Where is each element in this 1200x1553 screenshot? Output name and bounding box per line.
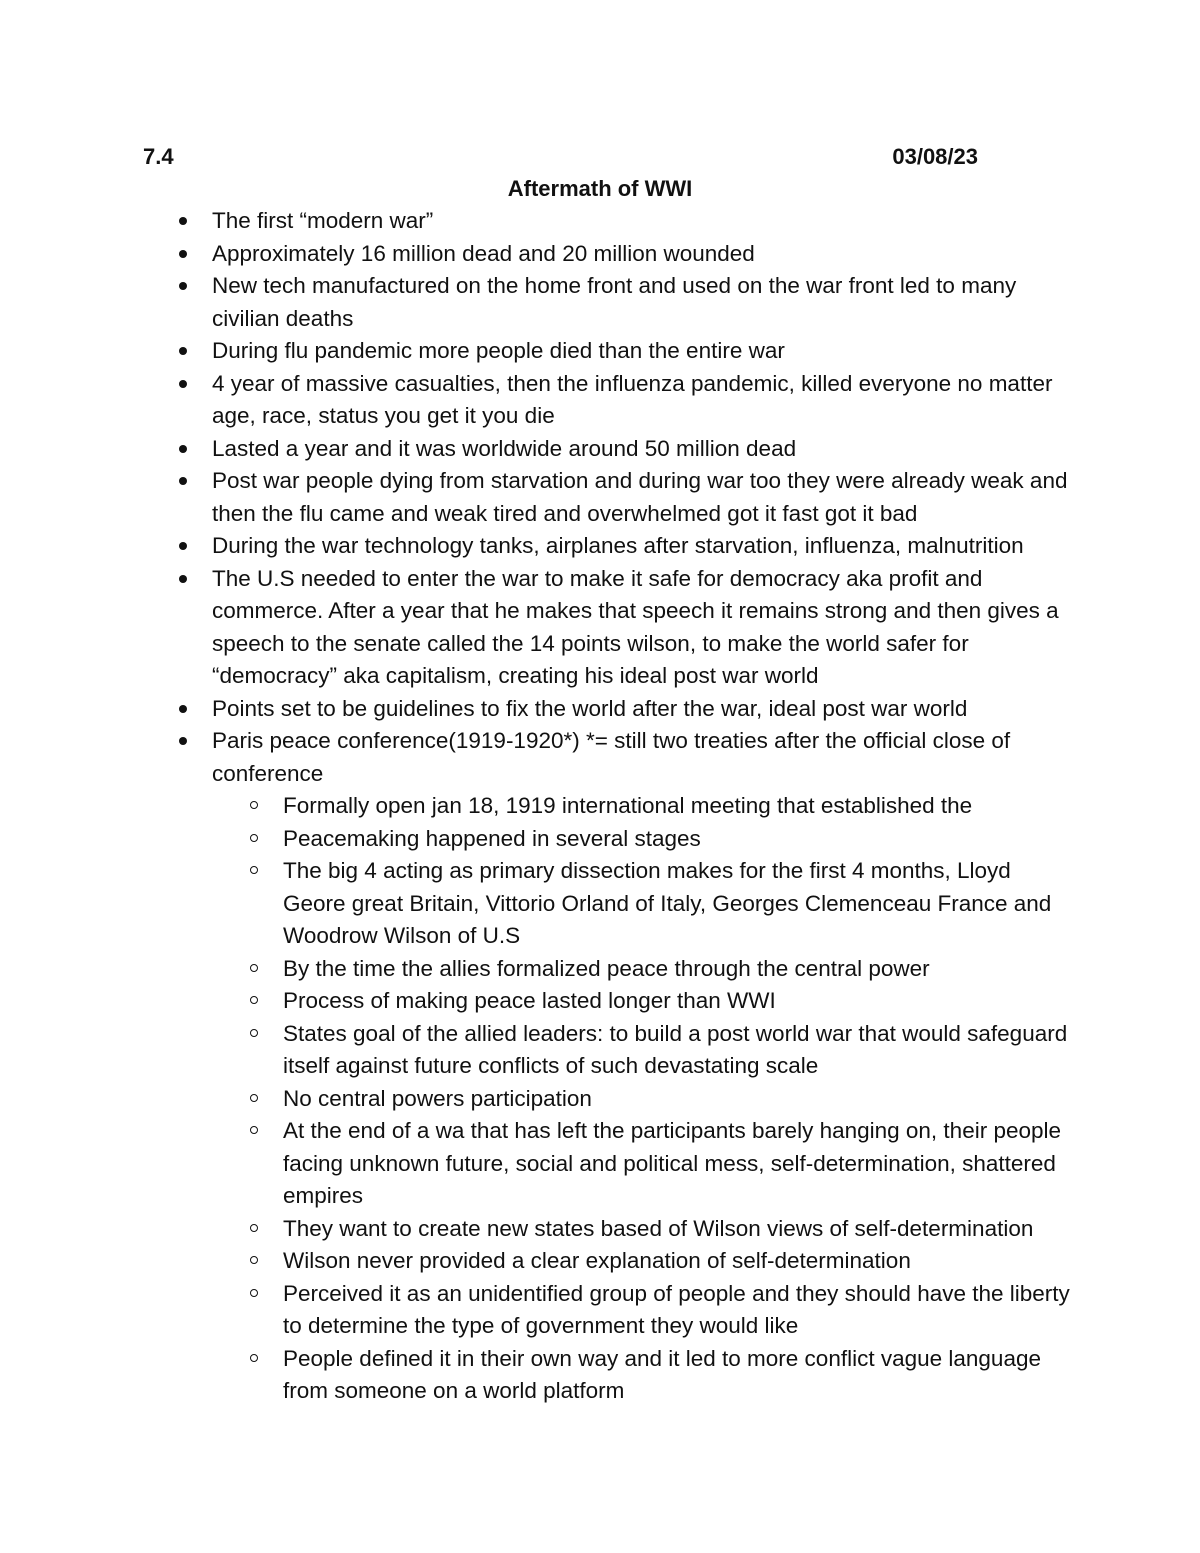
hollow-bullet-icon [250,1256,258,1264]
page-header [143,141,978,173]
hollow-bullet-icon [250,1029,258,1037]
sub-bullet-item [283,1278,1072,1343]
bullet-text: The first “modern war” [212,208,434,233]
sub-bullet-text: Peacemaking happened in several stages [283,825,701,851]
sub-bullet-text: By the time the allies formalized peace through the central power [283,955,930,981]
bullet-item [212,465,1072,530]
sub-bullet-text: Perceived it as an unidentified group of people and they should have the liberty to determine the type of government they would like [283,1280,1070,1338]
bullet-item [212,563,1072,693]
bullet-item [212,335,1072,368]
sub-bullet-text: Wilson never provided a clear explanation of self-determination [283,1248,911,1273]
filled-bullet-icon [179,477,187,485]
sub-bullet-item [283,1018,1072,1083]
bullet-text: Lasted a year and it was worldwide around 50 million dead [212,435,797,461]
bullet-text: Points set to be guidelines to fix the world after the war, ideal post war world [212,695,968,721]
filled-bullet-icon [179,575,187,583]
bullet-item [212,693,1072,726]
sub-bullet-text: No central powers participation [283,1085,592,1111]
bullet-text: The U.S needed to enter the war to make it safe for democracy aka profit and commerce. After a year that he makes that speech it remains strong and then gives a speech to the senate called the 14 points wilson, to make the world safer for “democracy” aka capitalism, creating his ideal post war world [212,565,1059,688]
filled-bullet-icon [179,542,187,550]
filled-bullet-icon [179,217,187,225]
date: 03/08/23 [892,144,978,169]
bullet-item [212,530,1072,563]
sub-bullet-item [283,823,1072,856]
bullet-item [212,205,1072,238]
filled-bullet-icon [179,737,187,745]
sub-bullet-text: People defined it in their own way and it led to more conflict vague language from someone on a world platform [283,1345,1041,1403]
hollow-bullet-icon [250,1289,258,1297]
sub-bullet-item [283,1083,1072,1116]
bullet-item [212,433,1072,466]
sub-bullet-item [283,790,1072,823]
hollow-bullet-icon [250,1126,258,1134]
hollow-bullet-icon [250,996,258,1004]
bullet-text: During the war technology tanks, airplanes after starvation, influenza, malnutrition [212,533,1024,558]
bullet-text: New tech manufactured on the home front and used on the war front led to many civilian deaths [212,273,1017,331]
hollow-bullet-icon [250,834,258,842]
sub-bullet-text: Formally open jan 18, 1919 international meeting that established the [283,793,973,818]
sub-bullet-item [283,855,1072,953]
bullet-text: Approximately 16 million dead and 20 million wounded [212,240,755,266]
hollow-bullet-icon [250,801,258,809]
sub-bullet-item [283,1245,1072,1278]
sub-bullet-item [283,1213,1072,1246]
bullet-text: Paris peace conference(1919-1920*) *= still two treaties after the official close of conference [212,728,1011,786]
notes-list [212,205,1072,1408]
bullet-item [212,725,1072,790]
filled-bullet-icon [179,250,187,258]
document-title: Aftermath of WWI [507,176,693,201]
sub-bullet-text: At the end of a wa that has left the participants barely hanging on, their people facing unknown future, social and political mess, self-determination, shattered empires [283,1118,1062,1208]
hollow-bullet-icon [250,1224,258,1232]
filled-bullet-icon [179,705,187,713]
hollow-bullet-icon [250,1094,258,1102]
sub-bullet-item [283,1115,1072,1213]
bullet-text: 4 year of massive casualties, then the influenza pandemic, killed everyone no matter age, race, status you get it you die [212,370,1053,428]
filled-bullet-icon [179,380,187,388]
sub-bullet-item [283,985,1072,1018]
bullet-text: Post war people dying from starvation and during war too they were already weak and then the flu came and weak tired and overwhelmed got it fast got it bad [212,468,1068,526]
filled-bullet-icon [179,282,187,290]
hollow-bullet-icon [250,866,258,874]
sub-bullet-text: The big 4 acting as primary dissection makes for the first 4 months, Lloyd Geore great Britain, Vittorio Orland of Italy, Georges Clemenceau France and Woodrow Wilson of U.S [283,858,1052,948]
sub-bullet-text: States goal of the allied leaders: to build a post world war that would safeguard itself against future conflicts of such devastating scale [283,1020,1068,1078]
sub-bullet-text: They want to create new states based of Wilson views of self-determination [283,1215,1034,1241]
section-number: 7.4 [143,144,174,169]
bullet-item [212,270,1072,335]
hollow-bullet-icon [250,964,258,972]
bullet-text: During flu pandemic more people died than the entire war [212,338,785,363]
bullet-item [212,238,1072,271]
sub-bullet-text: Process of making peace lasted longer than WWI [283,988,776,1013]
hollow-bullet-icon [250,1354,258,1362]
bullet-item [212,368,1072,433]
sub-bullet-item [283,953,1072,986]
filled-bullet-icon [179,347,187,355]
sub-bullet-item [283,1343,1072,1408]
filled-bullet-icon [179,445,187,453]
